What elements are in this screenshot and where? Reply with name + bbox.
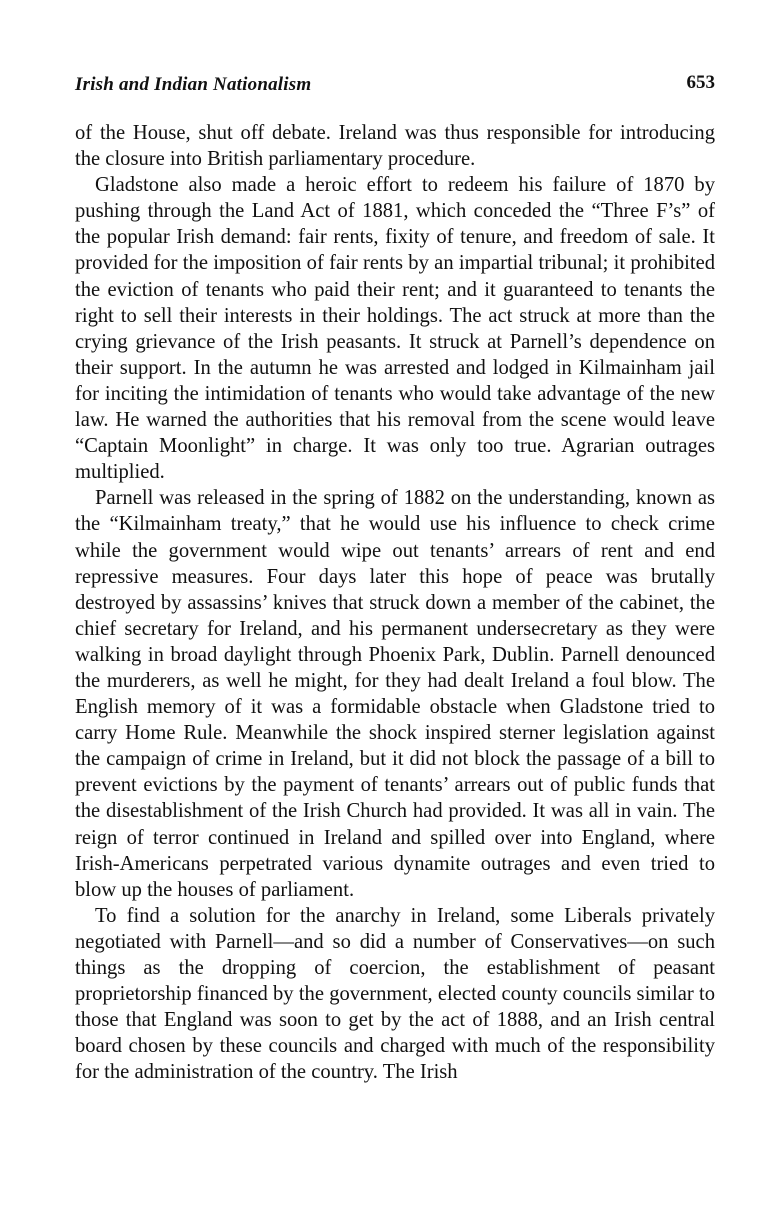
paragraph-land-act: Gladstone also made a heroic effort to redeem his failure of 1870 by pushing through the Land Act of 1881, which conceded the “Three F’s” of the popular Irish demand: fair rents, fixity of tenure, and freedom of sale. It provided for the imposition of fair rents by an impartial tribunal; it prohibited the eviction of tenants who paid their rent; and it guaranteed to tenants the right to sell their interests in their holdings. The act struck at more than the crying grievance of the Irish peasants. It struck at Parnell’s dependence on their support. In the autumn he was arrested and lodged in Kilmainham jail for inciting the intimidation of tenants who would take advantage of the new law. He warned the authorities that his removal from the scene would leave “Captain Moonlight” in charge. It was only too true. Agrarian outrages multiplied. (75, 174, 715, 484)
page-number: 653 (686, 72, 715, 93)
running-title: Irish and Indian Nationalism (75, 74, 312, 95)
paragraph-continued: of the House, shut off debate. Ireland was thus responsible for introducing the closure into British parliamentary procedure. (75, 122, 715, 171)
book-page (75, 68, 715, 1085)
body-text (75, 120, 715, 1085)
paragraph-kilmainham-treaty: Parnell was released in the spring of 1882 on the understanding, known as the “Kilmainham treaty,” that he would use his influence to check crime while the government would wipe out tenants’ arrears of rent and end repressive measures. Four days later this hope of peace was brutally destroyed by assassins’ knives that struck down a member of the cabinet, the chief secretary for Ireland, and his permanent undersecretary as they were walking in broad daylight through Phoenix Park, Dublin. Parnell denounced the murderers, as well he might, for they had dealt Ireland a foul blow. The English memory of it was a formidable obstacle when Gladstone tried to carry Home Rule. Meanwhile the shock inspired sterner legislation against the campaign of crime in Ireland, but it did not block the passage of a bill to prevent evictions by the payment of tenants’ arrears out of public funds that the disestablishment of the Irish Church had provided. It was all in vain. The reign of terror continued in Ireland and spilled over into England, where Irish-Americans perpetrated various dynamite outrages and even tried to blow up the houses of parliament. (75, 487, 715, 901)
paragraph-anarchy-solution: To find a solution for the anarchy in Ireland, some Liberals privately negotiated with Parnell—and so did a number of Conservatives—on such things as the dropping of coercion, the establishment of peasant proprietorship financed by the government, elected county councils similar to those that England was soon to get by the act of 1888, and an Irish central board chosen by these councils and charged with much of the responsibility for the administration of the country. The Irish (75, 904, 715, 1084)
running-head (75, 68, 715, 102)
